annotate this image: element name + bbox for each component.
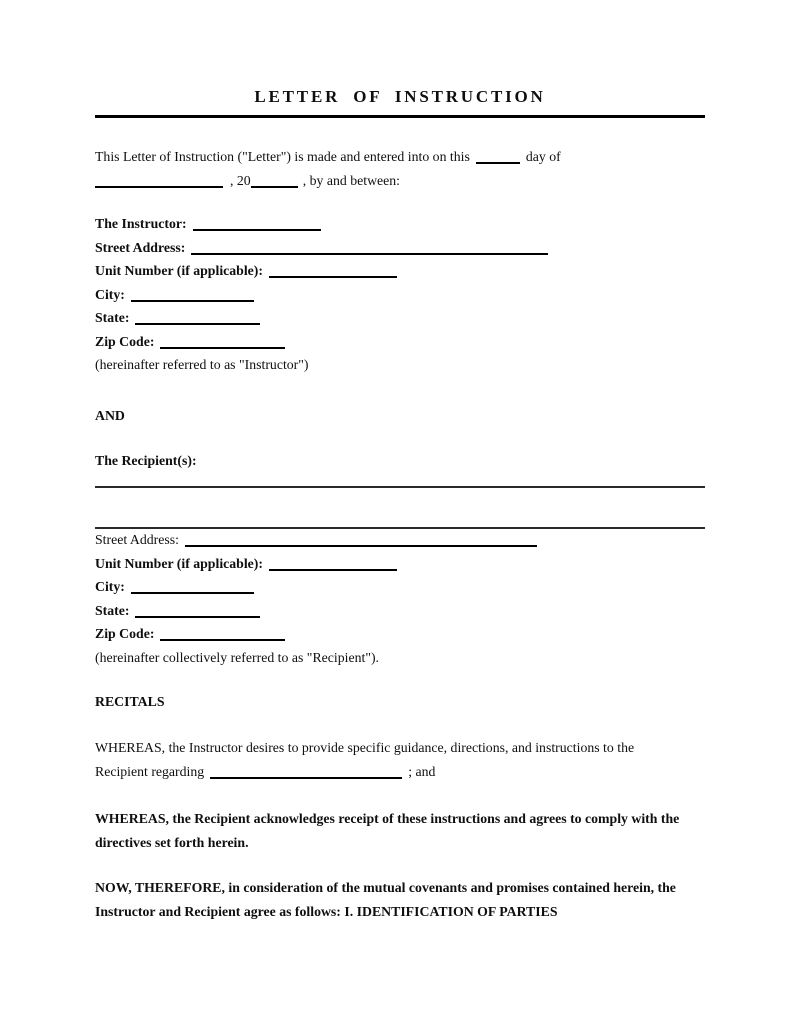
intro-day-of-text: day of <box>525 149 561 164</box>
recipient-street-label: Street Address: <box>95 532 179 547</box>
whereas-recipient-line2-text: directives set forth herein. <box>95 834 249 850</box>
intro-paragraph <box>95 145 705 192</box>
whereas-instructor-line2-suffix-text: ; and <box>408 764 436 779</box>
and-conjunction: AND <box>95 408 125 423</box>
recipient-city-blank <box>131 581 254 594</box>
recipient-section <box>95 528 705 669</box>
instruction-subject-blank <box>210 766 402 779</box>
document-title: LETTER OF INSTRUCTION <box>254 87 546 106</box>
whereas-instructor-paragraph <box>95 736 705 784</box>
instructor-city-row <box>95 283 705 307</box>
recipient-street-blank <box>185 534 537 547</box>
instructor-name-row <box>95 212 705 236</box>
recipient-zip-blank <box>160 628 285 641</box>
instructor-zip-label: Zip Code: <box>95 333 155 349</box>
date-day-blank <box>476 151 520 164</box>
instructor-unit-label: Unit Number (if applicable): <box>95 263 263 278</box>
instructor-unit-blank <box>269 265 397 278</box>
whereas-recipient-paragraph <box>95 807 705 854</box>
recipient-name-blank-line-1 <box>95 486 705 488</box>
whereas-instructor-line2-prefix-text: Recipient regarding <box>95 764 205 779</box>
intro-opening-text: This Letter of Instruction ("Letter") is made and entered into on this <box>95 149 470 164</box>
instructor-state-row <box>95 306 705 330</box>
recipient-state-row <box>95 599 705 623</box>
instructor-state-label: State: <box>95 310 130 325</box>
date-year-blank <box>251 175 298 188</box>
recipient-state-blank <box>135 605 260 618</box>
recipient-street-row <box>95 528 705 552</box>
recipient-unit-row <box>95 552 705 576</box>
instructor-zip-row <box>95 330 705 354</box>
date-month-blank <box>95 175 223 188</box>
recipient-unit-label: Unit Number (if applicable): <box>95 555 263 571</box>
recitals-heading: RECITALS <box>95 694 165 709</box>
recipient-city-row <box>95 575 705 599</box>
now-therefore-line2-text: Instructor and Recipient agree as follows: I. IDENTIFICATION OF PARTIES <box>95 903 558 919</box>
instructor-section <box>95 212 705 377</box>
instructor-hereinafter-text: (hereinafter referred to as "Instructor") <box>95 357 309 372</box>
recipient-heading: The Recipient(s): <box>95 453 197 468</box>
recipient-zip-label: Zip Code: <box>95 626 155 641</box>
now-therefore-paragraph <box>95 876 705 923</box>
instructor-street-blank <box>191 242 548 255</box>
recipient-state-label: State: <box>95 602 130 618</box>
recipient-city-label: City: <box>95 579 125 594</box>
whereas-instructor-line1-text: WHEREAS, the Instructor desires to provide specific guidance, directions, and instructions to the <box>95 740 635 755</box>
instructor-city-blank <box>131 289 254 302</box>
intro-year-prefix-text: , 20 <box>230 172 251 188</box>
recipient-unit-blank <box>269 558 397 571</box>
instructor-street-label: Street Address: <box>95 239 186 255</box>
recipient-zip-row <box>95 622 705 646</box>
intro-by-and-between-text: , by and between: <box>302 172 401 188</box>
recipient-hereinafter-text: (hereinafter collectively referred to as "Recipient"). <box>95 649 379 665</box>
instructor-state-blank <box>135 312 260 325</box>
title-rule <box>95 115 705 118</box>
instructor-street-row <box>95 236 705 260</box>
instructor-name-blank <box>193 218 321 231</box>
whereas-recipient-line1-text: WHEREAS, the Recipient acknowledges receipt of these instructions and agrees to comply with the <box>95 811 680 826</box>
instructor-name-label: The Instructor: <box>95 216 187 231</box>
now-therefore-line1-text: NOW, THEREFORE, in consideration of the mutual covenants and promises contained herein, the <box>95 880 676 895</box>
instructor-unit-row <box>95 259 705 283</box>
instructor-zip-blank <box>160 336 285 349</box>
instructor-city-label: City: <box>95 286 125 302</box>
